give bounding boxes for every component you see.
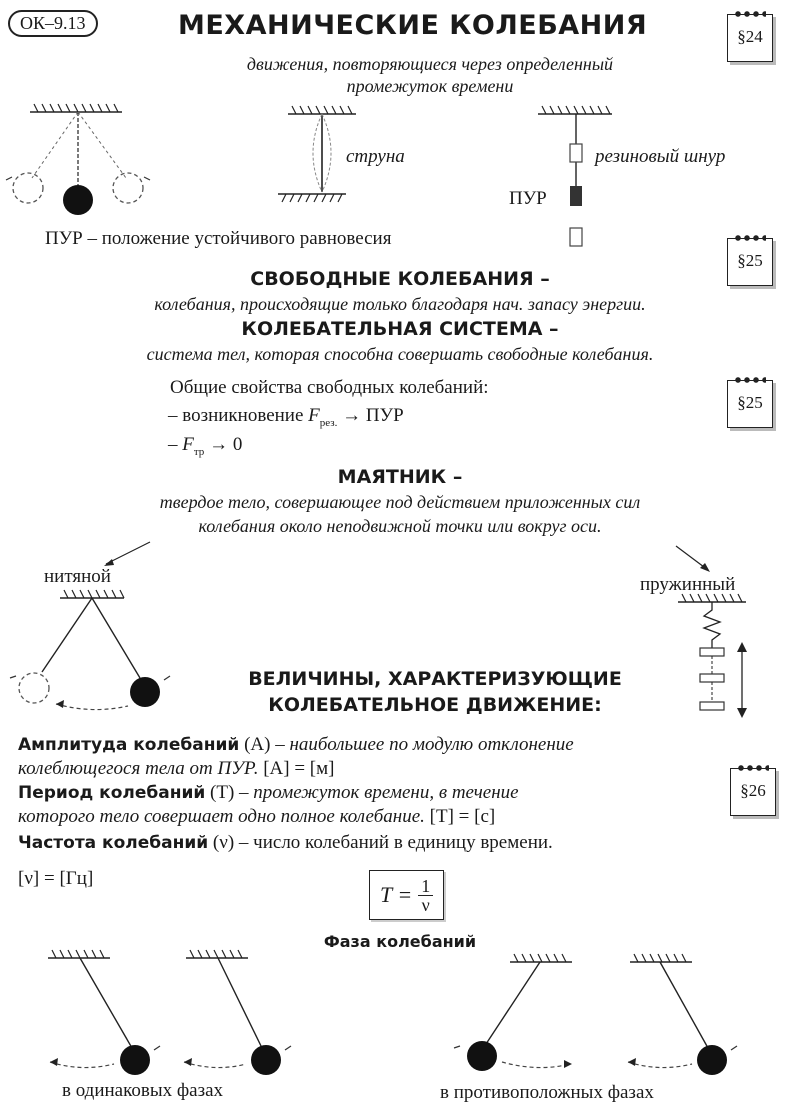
equilibrium-definition: ПУР – положение устойчивого равновесия (45, 228, 392, 249)
pendulum-title: МАЯТНИК – (337, 466, 463, 488)
frequency-definition (18, 832, 758, 854)
force-symbol: F (308, 405, 320, 426)
notebook-rings-icon (734, 10, 766, 18)
notebook-rings-icon (737, 764, 769, 772)
phase-illustration (0, 944, 793, 1094)
frequency-def: (ν) – число колебаний в единицу времени. (208, 832, 553, 853)
amplitude-term: Амплитуда колебаний (18, 735, 240, 755)
property-suffix: → ПУР (337, 405, 404, 426)
ref-notebook-25[interactable] (727, 238, 773, 286)
rubber-cord-example (538, 106, 612, 246)
same-phase-pendulum-2 (184, 950, 291, 1075)
property-prefix: – возникновение (168, 405, 309, 426)
oscillating-system-definition: система тел, которая способна совершать свободные колебания. (146, 344, 654, 364)
free-oscillations-title: СВОБОДНЫЕ КОЛЕБАНИЯ – (250, 268, 550, 290)
notebook-rings-icon (734, 376, 766, 384)
properties-title: Общие свойства свободных колебаний: (170, 377, 489, 398)
ref-notebook-24[interactable] (727, 14, 773, 62)
amplitude-symbol: (A) – (239, 734, 290, 755)
formula-fraction (418, 877, 433, 914)
force-symbol: F (182, 434, 194, 455)
opposite-phase-label: в противоположных фазах (440, 1082, 654, 1103)
amplitude-def-2: колеблющегося тела от ПУР. (18, 758, 264, 779)
paragraph-ref: §24 (737, 27, 763, 46)
quantities-title-line2: КОЛЕБАТЕЛЬНОЕ ДВИЖЕНИЕ: (268, 694, 602, 716)
amplitude-definition (18, 734, 718, 756)
period-def-1: промежуток времени, в течение (253, 782, 519, 803)
pendulum-definition-line2: колебания около неподвижной точки или вокруг оси. (198, 516, 602, 536)
formula-left: T = (380, 882, 413, 907)
opposite-phase-pendulum-2 (628, 954, 737, 1075)
paragraph-ref: §26 (740, 781, 766, 800)
period-frequency-formula (369, 870, 444, 920)
property-prefix: – (168, 434, 183, 455)
pendulum-definition-line1: твердое тело, совершающее под действием приложенных сил (159, 492, 641, 512)
equilibrium-abbr-label: ПУР (509, 188, 547, 209)
quantities-title-line1: ВЕЛИЧИНЫ, ХАРАКТЕРИЗУЮЩИЕ (248, 668, 622, 690)
period-symbol: (T) – (205, 782, 254, 803)
paragraph-ref: §25 (737, 251, 763, 270)
string-example (278, 106, 356, 202)
thread-pendulum-example (6, 104, 150, 215)
spring-pendulum (678, 594, 747, 718)
ref-notebook-26[interactable] (730, 768, 776, 816)
formula-denominator: ν (421, 894, 430, 915)
rubber-cord-label: резиновый шнур (595, 146, 726, 167)
amplitude-definition-cont (18, 758, 334, 780)
property-item-1 (168, 405, 404, 429)
frequency-unit: [ν] = [Гц] (18, 868, 94, 889)
pointer-arrow-icon (104, 542, 710, 572)
amplitude-unit: [A] = [м] (263, 758, 335, 779)
force-subscript: рез. (319, 416, 338, 429)
same-phase-pendulum-1 (48, 950, 160, 1075)
lesson-code-badge: ОК–9.13 (8, 10, 98, 37)
thread-pendulum (10, 590, 170, 710)
period-term: Период колебаний (18, 783, 206, 803)
paragraph-ref: §25 (737, 393, 763, 412)
oscillating-system-title: КОЛЕБАТЕЛЬНАЯ СИСТЕМА – (241, 318, 559, 340)
free-oscillations-definition: колебания, происходящие только благодаря нач. запасу энергии. (154, 294, 646, 314)
oscillation-definition-line2: промежуток времени (346, 76, 514, 96)
notebook-rings-icon (734, 234, 766, 242)
string-label: струна (346, 146, 405, 167)
property-suffix: → 0 (204, 434, 243, 455)
page-title: МЕХАНИЧЕСКИЕ КОЛЕБАНИЯ (178, 10, 648, 41)
force-subscript: тр (193, 445, 205, 458)
spring-pendulum-label: пружинный (640, 574, 736, 595)
period-definition (18, 782, 718, 804)
property-item-2 (168, 434, 242, 458)
amplitude-def-1: наибольшее по модулю отклонение (289, 734, 574, 755)
phase-title: Фаза колебаний (323, 932, 477, 951)
ref-notebook-25b[interactable] (727, 380, 773, 428)
thread-pendulum-label: нитяной (44, 566, 111, 587)
formula-numerator: 1 (418, 877, 433, 896)
period-definition-cont (18, 806, 495, 828)
oscillation-definition-line1: движения, повторяющиеся через определенный (246, 54, 614, 74)
period-unit: [T] = [c] (429, 806, 496, 827)
same-phase-label: в одинаковых фазах (62, 1080, 224, 1101)
period-def-2: которого тело совершает одно полное колебание. (18, 806, 430, 827)
opposite-phase-pendulum-1 (454, 954, 572, 1071)
frequency-term: Частота колебаний (18, 833, 209, 853)
